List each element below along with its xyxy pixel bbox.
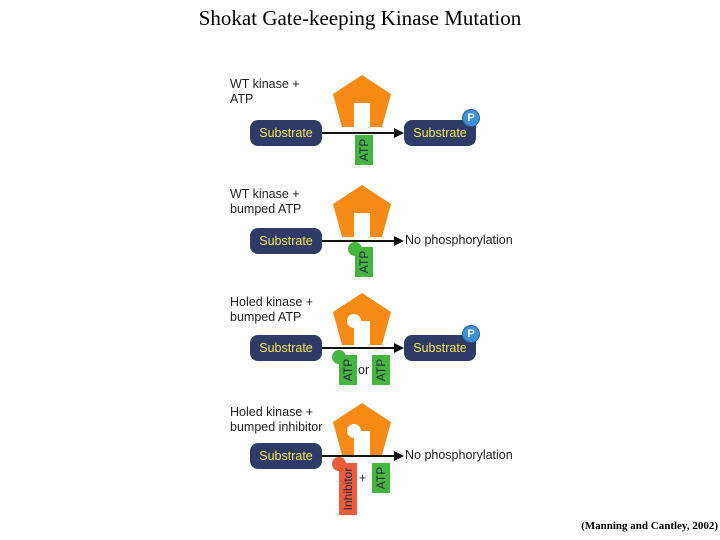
reaction-arrow [322,347,394,349]
panel-label [230,295,313,325]
atp-text: ATP [357,250,371,274]
wt-kinase-icon [331,183,393,239]
atp-text: ATP [374,358,388,382]
atp-box [355,135,373,165]
product-substrate-pill: Substrate [404,335,476,361]
panel-holed-bumped-inhibitor [0,405,720,515]
product-substrate-pill: Substrate [404,120,476,146]
substrate-pill: Substrate [250,335,322,361]
wt-kinase-icon [331,73,393,129]
panel-label [230,187,301,217]
panel-label [230,405,322,435]
bumped-atp-box [339,355,357,385]
inhibitor-text: Inhibitor [341,467,355,511]
inhibitor-box [339,463,357,515]
substrate-pill: Substrate [250,120,322,146]
atp-box [372,355,390,385]
label-line-2: ATP [230,92,254,106]
substrate-pill: Substrate [250,228,322,254]
arrow-head-icon [394,451,404,461]
substrate-pill: Substrate [250,443,322,469]
label-line-1: WT kinase + [230,77,300,91]
atp-text: ATP [357,138,371,162]
atp-text: ATP [341,358,355,382]
label-line-1: Holed kinase + [230,295,314,309]
no-phosphorylation-text: No phosphorylation [405,233,513,247]
arrow-head-icon [394,236,404,246]
phosphate-badge: P [462,325,480,343]
reaction-arrow [322,455,394,457]
panel-wt-bumped-atp [0,187,720,297]
plus-text: + [359,471,367,485]
reaction-arrow [322,132,394,134]
no-phosphorylation-text: No phosphorylation [405,448,513,462]
phosphate-badge: P [462,109,480,127]
label-line-1: Holed kinase + [230,405,314,419]
label-line-2: bumped inhibitor [230,420,323,434]
holed-kinase-icon [331,401,393,457]
label-line-2: bumped ATP [230,202,302,216]
arrow-head-icon [394,343,404,353]
holed-kinase-icon [331,291,393,347]
or-text: or [358,363,370,377]
citation: (Manning and Cantley, 2002) [581,520,718,532]
label-line-1: WT kinase + [230,187,300,201]
panel-label [230,77,300,107]
atp-box [372,463,390,493]
page-title: Shokat Gate-keeping Kinase Mutation [198,6,522,30]
label-line-2: bumped ATP [230,310,302,324]
atp-box [355,247,373,277]
panel-holed-bumped-atp [0,295,720,405]
panel-wt-atp [0,77,720,187]
arrow-head-icon [394,128,404,138]
atp-text: ATP [374,466,388,490]
